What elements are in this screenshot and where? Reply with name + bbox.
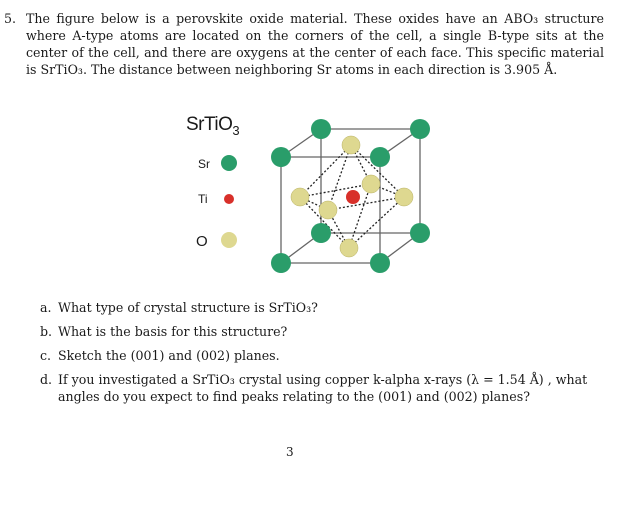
- part-letter: c.: [40, 348, 52, 363]
- part-letter: d.: [40, 372, 53, 387]
- legend-swatch-sr: [221, 155, 237, 171]
- question-part-a: [40, 299, 600, 316]
- legend-label-o: O: [196, 233, 208, 250]
- part-letter: a.: [40, 300, 52, 315]
- legend-swatch-ti: [224, 194, 234, 204]
- strontium-atom: [410, 119, 430, 139]
- part-text: What is the basis for this structure?: [58, 324, 288, 339]
- legend-label-sr: Sr: [198, 157, 210, 171]
- strontium-atom: [370, 253, 390, 273]
- crystal-diagram: [180, 100, 460, 280]
- question-part-b: [40, 323, 600, 340]
- strontium-atom: [370, 147, 390, 167]
- strontium-atom: [410, 223, 430, 243]
- part-text: Sketch the (001) and (002) planes.: [58, 348, 280, 363]
- oxygen-atom-right: [395, 188, 413, 206]
- problem-text: The figure below is a perovskite oxide material. These oxides have an ABO₃ structure where A-type atoms are located on the corners of the cell, a single B-type sits at the center of the cell, and there are oxygens at the center of each face. This specific material is SrTiO₃. The distance between neighboring Sr atoms in each direction is 3.905 Å.: [26, 11, 604, 77]
- problem-statement: [4, 10, 604, 78]
- titanium-atom: [346, 190, 360, 204]
- question-parts: [40, 299, 600, 412]
- figure-title-main: SrTiO: [186, 114, 233, 135]
- legend-label-ti: Ti: [198, 192, 208, 206]
- legend-swatch-o: [221, 232, 237, 248]
- figure-title-subscript: 3: [232, 122, 240, 138]
- perovskite-figure: [180, 100, 460, 280]
- oxygen-atom-back: [362, 175, 380, 193]
- page-number: 3: [286, 445, 294, 459]
- strontium-atom: [311, 119, 331, 139]
- part-letter: b.: [40, 324, 53, 339]
- strontium-atom: [271, 147, 291, 167]
- strontium-atom: [311, 223, 331, 243]
- oxygen-atom-bottom: [340, 239, 358, 257]
- problem-number: 5.: [4, 11, 17, 26]
- strontium-atom: [271, 253, 291, 273]
- part-text: What type of crystal structure is SrTiO₃?: [58, 300, 318, 315]
- question-part-c: [40, 347, 600, 364]
- oxygen-atom-front: [319, 201, 337, 219]
- part-text: If you investigated a SrTiO₃ crystal using copper k-alpha x-rays (λ = 1.54 Å) , what angles do you expect to find peaks relating to the (001) and (002) planes?: [58, 372, 588, 404]
- question-part-d: [40, 371, 600, 405]
- oxygen-atom-left: [291, 188, 309, 206]
- oxygen-atom-top: [342, 136, 360, 154]
